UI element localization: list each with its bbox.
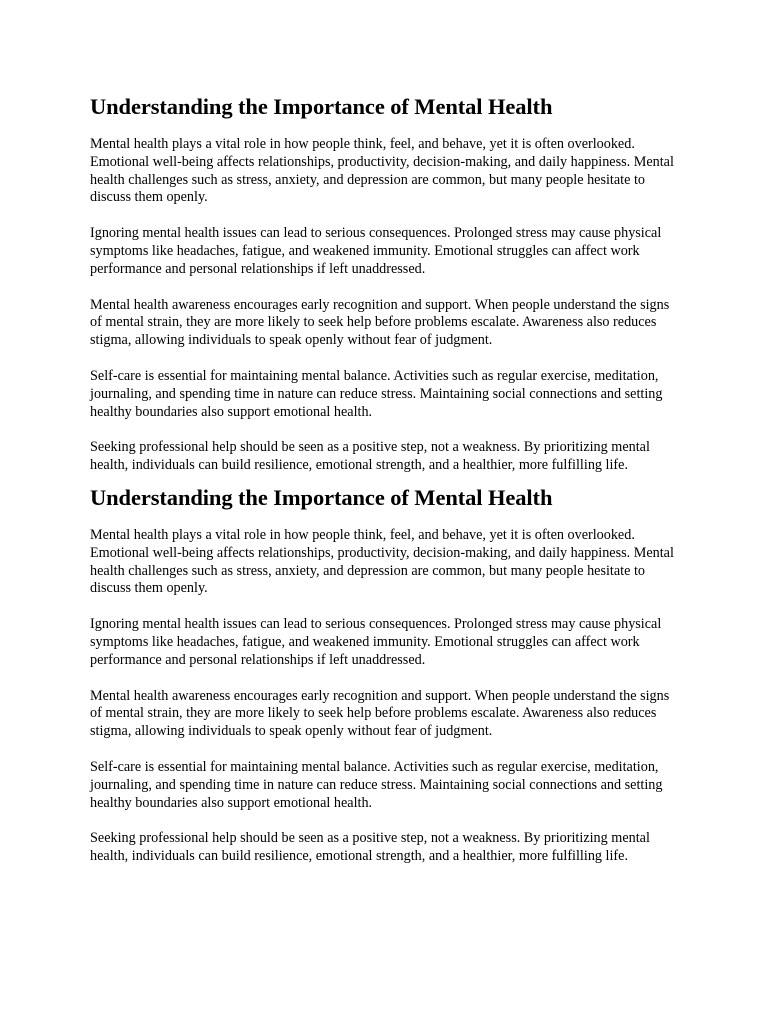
article-section-2 (90, 485, 680, 866)
document-body (90, 94, 680, 866)
paragraph: Self-care is essential for maintaining mental balance. Activities such as regular exercise, meditation, journaling, and spending time in nature can reduce stress. Maintaining social connections and setting healthy boundaries also support emotional health. (90, 367, 663, 420)
paragraph: Ignoring mental health issues can lead to serious consequences. Prolonged stress may cause physical symptoms like headaches, fatigue, and weakened immunity. Emotional struggles can affect work performance and personal relationships if left unaddressed. (90, 616, 662, 668)
paragraph: Mental health plays a vital role in how people think, feel, and behave, yet it is often overlooked. Emotional well-being affects relationships, productivity, decision-making, and daily happiness. Mental health challenges such as stress, anxiety, and depression are common, but many people hesitate to discuss them openly. (90, 526, 674, 597)
paragraph: Mental health awareness encourages early recognition and support. When people understand the signs of mental strain, they are more likely to seek help before problems escalate. Awareness also reduces stigma, allowing individuals to speak openly without fear of judgment. (90, 687, 670, 740)
paragraph: Seeking professional help should be seen as a positive step, not a weakness. By prioritizing mental health, individuals can build resilience, emotional strength, and a healthier, more fulfilling life. (90, 439, 650, 474)
article-section-1 (90, 94, 680, 475)
section-heading: Understanding the Importance of Mental Health (90, 484, 553, 510)
paragraph: Mental health awareness encourages early recognition and support. When people understand the signs of mental strain, they are more likely to seek help before problems escalate. Awareness also reduces stigma, allowing individuals to speak openly without fear of judgment. (90, 296, 670, 349)
paragraph: Mental health plays a vital role in how people think, feel, and behave, yet it is often overlooked. Emotional well-being affects relationships, productivity, decision-making, and daily happiness. Mental health challenges such as stress, anxiety, and depression are common, but many people hesitate to discuss them openly. (90, 136, 674, 206)
paragraph: Ignoring mental health issues can lead to serious consequences. Prolonged stress may cause physical symptoms like headaches, fatigue, and weakened immunity. Emotional struggles can affect work performance and personal relationships if left unaddressed. (90, 225, 662, 277)
section-heading: Understanding the Importance of Mental Health (90, 94, 553, 119)
paragraph: Seeking professional help should be seen as a positive step, not a weakness. By prioritizing mental health, individuals can build resilience, emotional strength, and a healthier, more fulfilling life. (90, 830, 650, 865)
paragraph: Self-care is essential for maintaining mental balance. Activities such as regular exercise, meditation, journaling, and spending time in nature can reduce stress. Maintaining social connections and setting healthy boundaries also support emotional health. (90, 758, 663, 811)
